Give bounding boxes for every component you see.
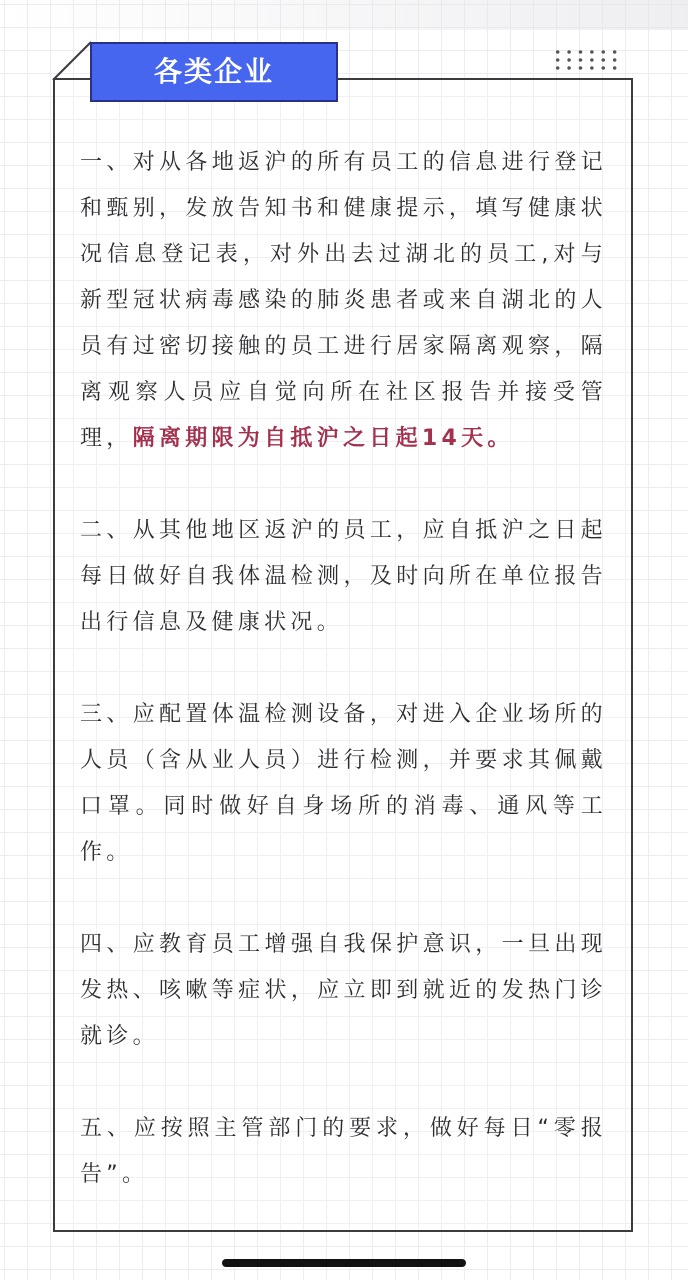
paragraph-3: 三、应配置体温检测设备，对进入企业场所的人员（含从业人员）进行检测，并要求其佩戴口罩。同时做好自身场所的消毒、通风等工作。 <box>80 702 607 865</box>
notice-body <box>80 140 607 1244</box>
section-title: 各类企业 <box>90 42 338 102</box>
paragraph-5: 五、应按照主管部门的要求，做好每日“零报告”。 <box>80 1116 607 1187</box>
paragraph-1-text: 一、对从各地返沪的所有员工的信息进行登记和甄别，发放告知书和健康提示，填写健康状况信息登记表，对外出去过湖北的员工,对与新型冠状病毒感染的肺炎患者或来自湖北的人员有过密切接触的员工进行居家隔离观察，隔离观察人员应自觉向所在社区报告并接受管理， <box>80 150 607 451</box>
top-shade <box>0 0 688 30</box>
folded-corner-icon <box>51 40 93 82</box>
paragraph-1 <box>80 140 607 462</box>
paragraph-2: 二、从其他地区返沪的员工，应自抵沪之日起每日做好自我体温检测，及时向所在单位报告出行信息及健康状况。 <box>80 518 607 635</box>
quarantine-period-highlight: 隔离期限为自抵沪之日起14天。 <box>132 426 514 451</box>
dot-grid-icon <box>552 48 620 72</box>
home-indicator[interactable] <box>222 1259 466 1267</box>
paragraph-4: 四、应教育员工增强自我保护意识，一旦出现发热、咳嗽等症状，应立即到就近的发热门诊就诊。 <box>80 932 607 1049</box>
